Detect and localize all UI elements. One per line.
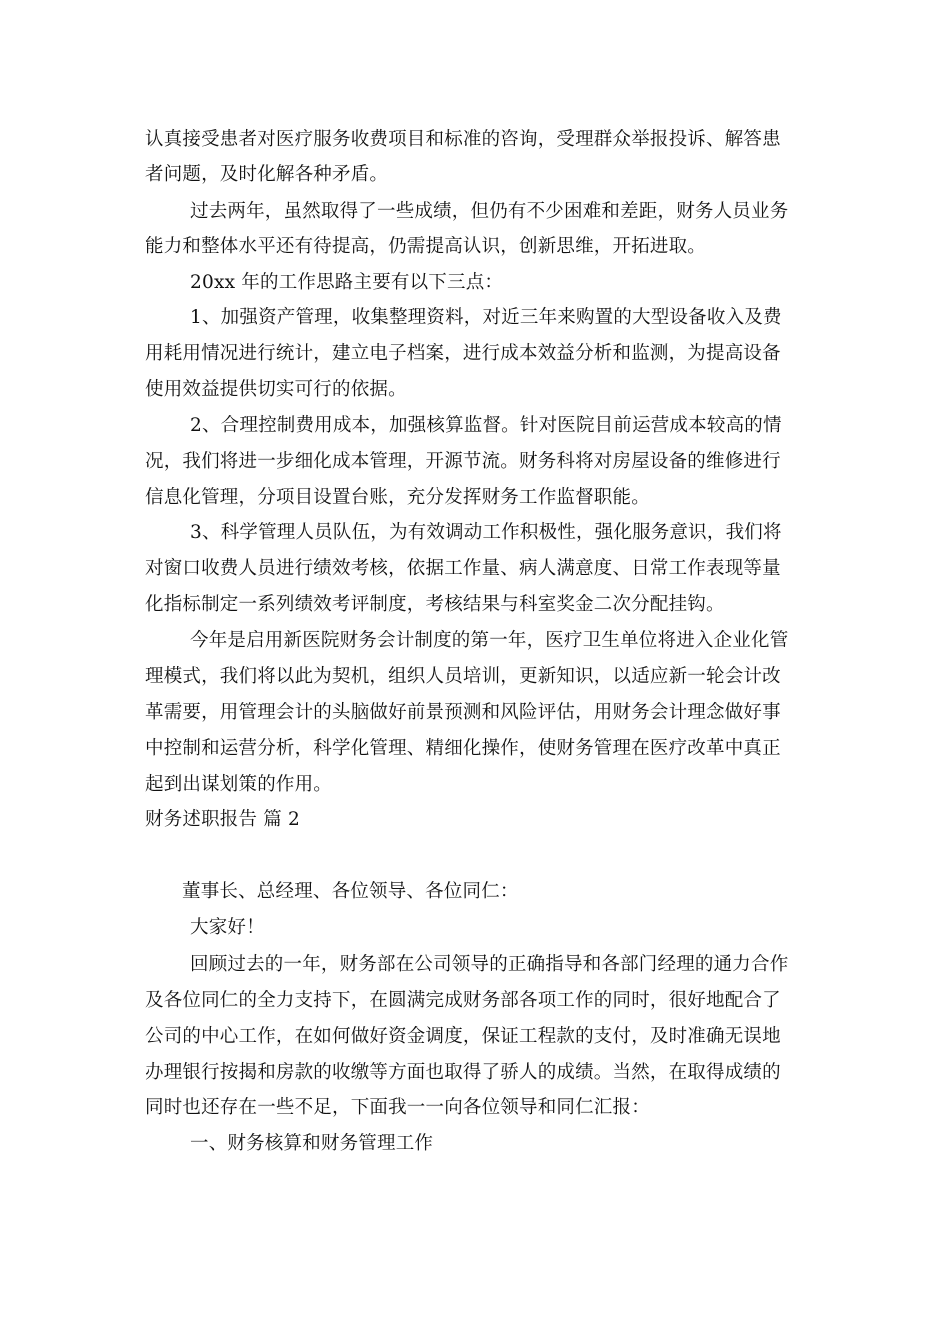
text-line: 1、加强资产管理，收集整理资料，对近三年来购置的大型设备收入及费 — [190, 307, 782, 328]
text-line: 公司的中心工作，在如何做好资金调度，保证工程款的支付，及时准确无误地 — [145, 1026, 781, 1047]
text-line: 革需要，用管理会计的头脑做好前景预测和风险评估，用财务会计理念做好事 — [145, 702, 781, 723]
text-line: 及各位同仁的全力支持下，在圆满完成财务部各项工作的同时，很好地配合了 — [145, 990, 781, 1011]
text-line: 用耗用情况进行统计，建立电子档案，进行成本效益分析和监测，为提高设备 — [145, 343, 781, 364]
text-line: 大家好！ — [190, 917, 265, 938]
section-heading: 财务述职报告 篇 2 — [145, 809, 301, 830]
text-line: 同时也还存在一些不足，下面我一一向各位领导和同仁汇报： — [145, 1097, 650, 1118]
text-line: 董事长、总经理、各位领导、各位同仁： — [182, 881, 519, 902]
text-line: 办理银行按揭和房款的收缴等方面也取得了骄人的成绩。当然，在取得成绩的 — [145, 1062, 781, 1083]
text-line: 中控制和运营分析，科学化管理、精细化操作，使财务管理在医疗改革中真正 — [145, 738, 781, 759]
text-line: 者问题，及时化解各种矛盾。 — [145, 164, 389, 185]
text-line: 化指标制定一系列绩效考评制度，考核结果与科室奖金二次分配挂钩。 — [145, 594, 725, 615]
text-line: 况，我们将进一步细化成本管理，开源节流。财务科将对房屋设备的维修进行 — [145, 451, 781, 472]
text-line: 回顾过去的一年，财务部在公司领导的正确指导和各部门经理的通力合作 — [190, 954, 789, 975]
text-line: 一、财务核算和财务管理工作 — [190, 1133, 434, 1154]
text-line: 能力和整体水平还有待提高，仍需提高认识，创新思维，开拓进取。 — [145, 236, 707, 257]
text-line: 使用效益提供切实可行的依据。 — [145, 379, 407, 400]
text-line: 3、科学管理人员队伍，为有效调动工作积极性，强化服务意识，我们将 — [190, 522, 782, 543]
text-line: 20xx 年的工作思路主要有以下三点： — [190, 272, 504, 293]
text-line: 理模式，我们将以此为契机，组织人员培训，更新知识，以适应新一轮会计改 — [145, 666, 781, 687]
text-line: 起到出谋划策的作用。 — [145, 774, 333, 795]
text-line: 对窗口收费人员进行绩效考核，依据工作量、病人满意度、日常工作表现等量 — [145, 558, 781, 579]
text-line: 2、合理控制费用成本，加强核算监督。针对医院目前运营成本较高的情 — [190, 415, 782, 436]
text-line: 信息化管理，分项目设置台账，充分发挥财务工作监督职能。 — [145, 487, 650, 508]
text-line: 认真接受患者对医疗服务收费项目和标准的咨询，受理群众举报投诉、解答患 — [145, 129, 781, 150]
text-line: 今年是启用新医院财务会计制度的第一年，医疗卫生单位将进入企业化管 — [190, 630, 789, 651]
text-line: 过去两年，虽然取得了一些成绩，但仍有不少困难和差距，财务人员业务 — [190, 201, 789, 222]
